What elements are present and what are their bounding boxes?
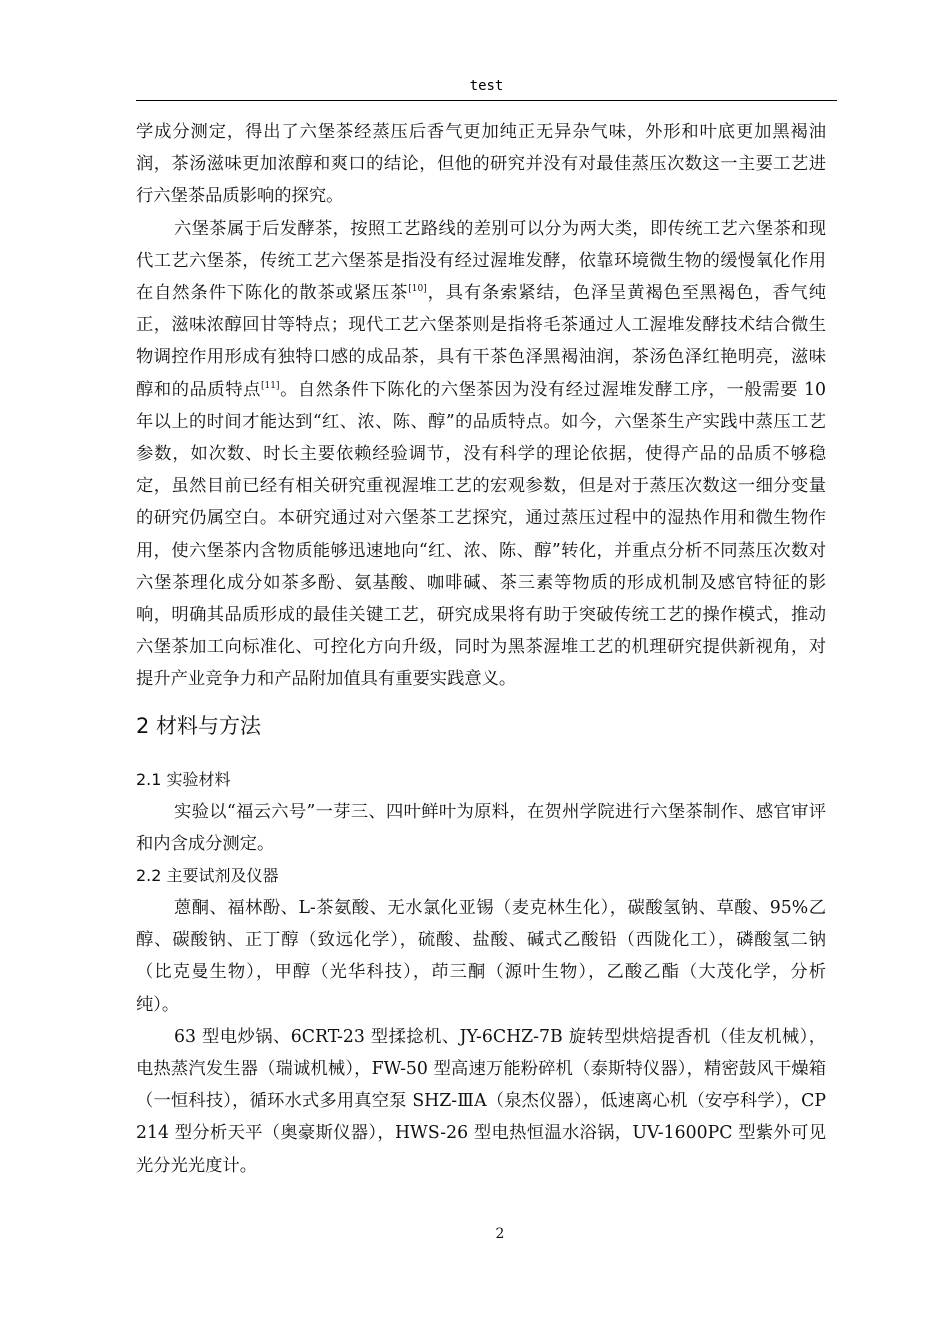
page-body <box>136 116 826 1182</box>
section-heading: 2 材料与方法 <box>136 713 262 738</box>
paragraph-text: 。自然条件下陈化的六堡茶因为没有经过渥堆发酵工序，一般需要 10 年以上的时间才能达到“红、浓、陈、醇”的品质特点。如今，六堡茶生产实践中蒸压工艺参数，如次数、时长主要依赖经验调节，没有科学的理论依据，使得产品的品质不够稳定，虽然目前已经有相关研究重视渥堆工艺的宏观参数，但是对于蒸压次数这一细分变量的研究仍属空白。本研究通过对六堡茶工艺探究，通过蒸压过程中的湿热作用和微生物作用，使六堡茶内含物质能够迅速地向“红、浓、陈、醇”转化，并重点分析不同蒸压次数对六堡茶理化成分如茶多酚、氨基酸、咖啡碱、茶三素等物质的形成机制及感官特征的影响，明确其品质形成的最佳关键工艺，研究成果将有助于突破传统工艺的操作模式，推动六堡茶加工向标准化、可控化方向升级，同时为黑茶渥堆工艺的机理研究提供新视角，对提升产业竞争力和产品附加值具有重要实践意义。 <box>136 379 826 690</box>
page-number: 2 <box>495 1226 505 1242</box>
paragraph-reagents: 蒽酮、福林酚、L-茶氨酸、无水氯化亚锡（麦克林生化），碳酸氢钠、草酸、95%乙醇、碳酸钠、正丁醇（致远化学），硫酸、盐酸、碱式乙酸铅（西陇化工），磷酸氢二钠（比克曼生物），甲醇（光华科技），茚三酮（源叶生物），乙酸乙酯（大茂化学，分析纯）。 <box>136 898 826 1015</box>
subsection-heading: 2.1 实验材料 <box>136 769 231 789</box>
subsection-heading: 2.2 主要试剂及仪器 <box>136 866 279 886</box>
citation-ref: [10] <box>408 284 427 295</box>
paragraph-text: ，具有条索紧结，色泽呈黄褐色至黑褐色，香气纯正，滋味浓醇回甘等特点；现代工艺六堡茶则是指将毛茶通过人工渥堆发酵技术结合微生物调控作用形成有独特口感的成品茶，具有干茶色泽黑褐油润，茶汤色泽红艳明亮，滋味醇和的品质特点 <box>136 283 826 400</box>
paragraph-liubao-types <box>136 213 826 696</box>
paragraph-text: 六堡茶属于后发酵茶，按照工艺路线的差别可以分为两大类，即传统工艺六堡茶和现代工艺六堡茶，传统工艺六堡茶是指没有经过渥堆发酵，依靠环境微生物的缓慢氧化作用在自然条件下陈化的散茶或紧压茶 <box>136 218 826 304</box>
citation-ref: [11] <box>261 380 280 391</box>
paragraph-continued: 学成分测定，得出了六堡茶经蒸压后香气更加纯正无异杂气味，外形和叶底更加黑褐油润，茶汤滋味更加浓醇和爽口的结论，但他的研究并没有对最佳蒸压次数这一主要工艺进行六堡茶品质影响的探究。 <box>136 122 826 207</box>
paragraph-instruments: 63 型电炒锅、6CRT-23 型揉捻机、JY-6CHZ-7B 旋转型烘焙提香机（佳友机械），电热蒸汽发生器（瑞诚机械），FW-50 型高速万能粉碎机（泰斯特仪器），精密鼓风干燥箱（一恒科技），循环水式多用真空泵 SHZ-ⅢA（泉杰仪器），低速离心机（安亭科学），CP214 型分析天平（奥豪斯仪器），HWS-26 型电热恒温水浴锅，UV-1600PC 型紫外可见光分光光度计。 <box>136 1026 826 1176</box>
paragraph-materials: 实验以“福云六号”一芽三、四叶鲜叶为原料，在贺州学院进行六堡茶制作、感官审评和内含成分测定。 <box>136 801 826 854</box>
running-header: test <box>469 78 504 94</box>
header-rule <box>136 100 837 101</box>
